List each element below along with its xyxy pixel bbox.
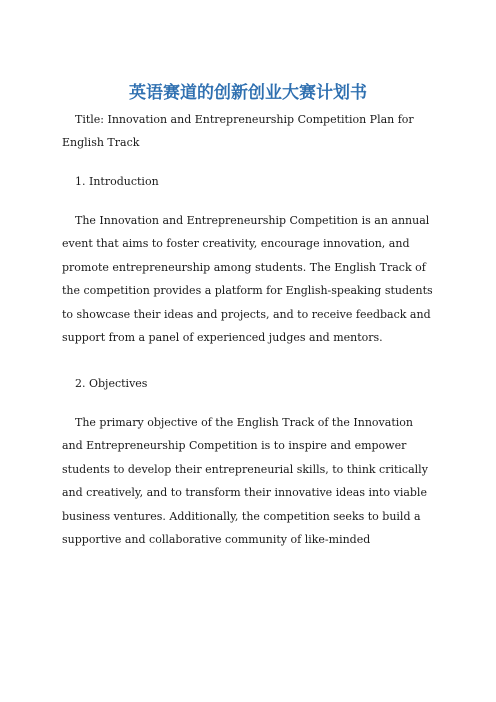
document-heading: 英语赛道的创新创业大赛计划书 — [129, 83, 367, 103]
document-title-line: Title: Innovation and Entrepreneurship Competition Plan for English Track — [62, 113, 414, 150]
paragraph-introduction: The Innovation and Entrepreneurship Competition is an annual event that aims to foster creativity, encourage innovation, and promote entrepreneurship among students. The English Track of the competition provides a platform for English-speaking students to showcase their ideas and projects, and to receive feedback and support from a panel of experienced judges and mentors. — [62, 214, 433, 345]
paragraph-objectives: The primary objective of the English Track of the Innovation and Entrepreneurship Competition is to inspire and empower students to develop their entrepreneurial skills, to think critically and creatively, and to transform their innovative ideas into viable business ventures. Additionally, the competition seeks to build a supportive and collaborative community of like-minded — [62, 416, 428, 547]
section-heading-objectives: 2. Objectives — [75, 377, 148, 390]
section-heading-introduction: 1. Introduction — [75, 175, 159, 188]
